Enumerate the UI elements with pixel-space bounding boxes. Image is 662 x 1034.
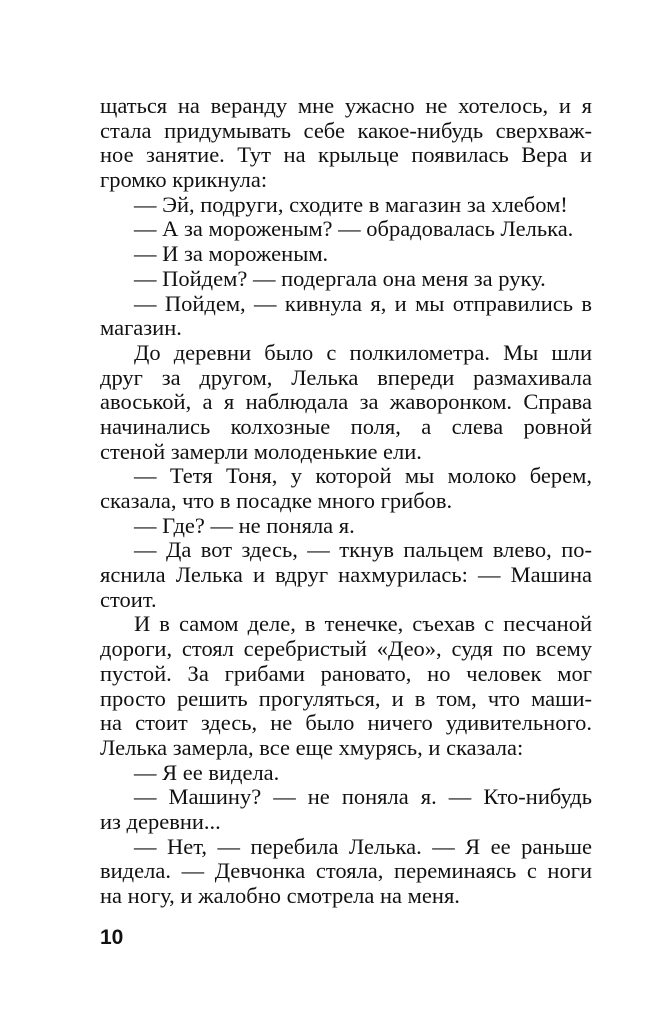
text-line: — Я ее видела. xyxy=(134,759,280,785)
text-line: — Где? — не поняла я. xyxy=(134,512,355,538)
text-line: начинались колхозные поля, а слева ровной xyxy=(100,413,592,439)
body-text xyxy=(100,94,592,909)
text-line: Лелька замерла, все еще хмурясь, и сказала: xyxy=(100,734,524,760)
text-line: — Эй, подруги, сходите в магазин за хлебом! xyxy=(134,191,568,217)
text-line: пустой. За грибами рановато, но человек мог xyxy=(100,660,592,686)
text-line: — И за мороженым. xyxy=(134,241,329,267)
text-line: стоит. xyxy=(100,586,157,612)
text-line: щаться на веранду мне ужасно не хотелось, и я xyxy=(100,93,592,118)
text-line: стала придумывать себе какое-нибудь сверхваж- xyxy=(100,117,592,143)
text-line: сказала, что в посадке много грибов. xyxy=(100,488,453,513)
text-line: магазин. xyxy=(100,315,182,341)
page-number: 10 xyxy=(100,926,124,949)
text-line: — Нет, — перебила Лелька. — Я ее раньше xyxy=(134,833,592,859)
text-line: авоськой, а я наблюдала за жаворонком. Справа xyxy=(100,389,592,415)
text-line: — Пойдем, — кивнула я, и мы отправились в xyxy=(134,290,592,316)
text-line: стеной замерли молоденькие ели. xyxy=(100,438,422,464)
text-line: — Тетя Тоня, у которой мы молоко берем, xyxy=(134,463,592,489)
text-line: громко крикнула: xyxy=(100,167,268,193)
text-line: друг за другом, Лелька впереди размахивала xyxy=(100,364,592,390)
text-line: — А за мороженым? — обрадовалась Лелька. xyxy=(134,216,574,242)
text-line: просто решить прогуляться, и в том, что маши- xyxy=(100,685,592,711)
text-line: дороги, стоял серебристый «Део», судя по всему xyxy=(100,636,592,662)
text-line: — Машину? — не поняла я. — Кто-нибудь xyxy=(134,784,592,810)
text-line: И в самом деле, в тенечке, съехав с песчаной xyxy=(134,611,592,637)
text-line: на стоит здесь, не было ничего удивительного. xyxy=(100,710,592,736)
text-line: ное занятие. Тут на крыльце появилась Вера и xyxy=(100,142,592,168)
text-line: из деревни... xyxy=(100,808,221,834)
text-line: видела. — Девчонка стояла, переминаясь с ноги xyxy=(100,858,592,884)
text-line: — Да вот здесь, — ткнув пальцем влево, по- xyxy=(134,537,592,563)
text-line: на ногу, и жалобно смотрела на меня. xyxy=(100,883,460,908)
text-line: яснила Лелька и вдруг нахмурилась: — Машина xyxy=(100,562,592,588)
text-line: — Пойдем? — подергала она меня за руку. xyxy=(134,265,546,291)
text-line: До деревни было с полкилометра. Мы шли xyxy=(134,339,592,365)
